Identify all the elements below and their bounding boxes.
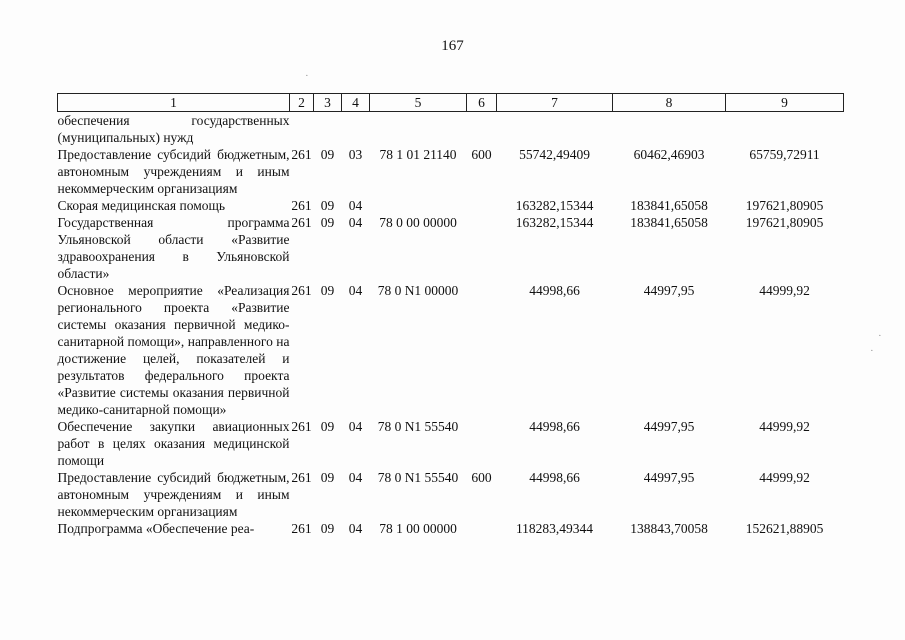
header-cell: 1 — [58, 94, 290, 112]
cell-col4: 04 — [348, 470, 363, 485]
cell-col6: 600 — [471, 147, 492, 162]
cell-col2: 261 — [291, 521, 312, 536]
cell-col3: 09 — [320, 198, 335, 213]
row-name: Обеспечение закупки авиационных работ в целях оказания медицинской помощи — [57, 419, 290, 468]
scan-speck: · — [870, 345, 874, 357]
table-row — [58, 282, 844, 418]
scan-speck: · — [305, 70, 309, 82]
header-cell: 2 — [290, 94, 314, 112]
cell-col6 — [467, 112, 497, 147]
cell-col2: 261 — [291, 283, 312, 298]
cell-col3: 09 — [320, 470, 335, 485]
cell-col9: 65759,72911 — [749, 147, 820, 162]
cell-col5 — [370, 112, 467, 147]
cell-col3: 09 — [320, 521, 335, 536]
cell-col3: 09 — [320, 283, 335, 298]
table-row — [58, 197, 844, 214]
cell-col2: 261 — [291, 470, 312, 485]
cell-col4: 04 — [348, 198, 363, 213]
cell-col3: 09 — [320, 419, 335, 434]
row-name: Скорая медицинская помощь — [57, 198, 226, 213]
row-name: Основное мероприятие «Реализация регионального проекта «Развитие системы оказания первичной медико-санитарной помощи», направленного на достижение целей, показателей и результатов федерального проекта «Развитие системы оказания первичной медико-санитарной помощи» — [57, 283, 290, 417]
cell-col8: 44997,95 — [643, 283, 695, 298]
header-cell: 9 — [726, 94, 844, 112]
cell-col5: 78 1 01 21140 — [379, 147, 457, 162]
cell-col5: 78 1 00 00000 — [379, 521, 457, 536]
cell-col4: 03 — [348, 147, 363, 162]
cell-col7: 163282,15344 — [515, 198, 594, 213]
cell-col9: 152621,88905 — [745, 521, 824, 536]
row-name: Предоставление субсидий бюджетным, автономным учреждениям и иным некоммерческим организациям — [57, 147, 290, 196]
cell-col7 — [497, 112, 613, 147]
cell-col7: 55742,49409 — [519, 147, 590, 162]
cell-col8: 44997,95 — [643, 419, 695, 434]
cell-col7: 44998,66 — [529, 470, 580, 485]
cell-col8: 183841,65058 — [630, 215, 708, 230]
table-row — [58, 112, 844, 147]
cell-col6: 600 — [471, 470, 492, 485]
cell-col5: 78 0 N1 55540 — [377, 419, 459, 434]
cell-col6 — [467, 418, 497, 469]
cell-col9: 44999,92 — [759, 419, 810, 434]
header-cell: 3 — [314, 94, 342, 112]
row-name: Государственная программа Ульяновской области «Развитие здравоохранения в Ульяновской области» — [57, 215, 290, 281]
cell-col2: 261 — [291, 147, 312, 162]
scan-speck: · — [878, 330, 882, 342]
cell-col2: 261 — [291, 215, 312, 230]
cell-col2: 261 — [291, 419, 312, 434]
cell-col2: 261 — [291, 198, 312, 213]
cell-col6 — [467, 197, 497, 214]
cell-col6 — [467, 282, 497, 418]
cell-col4: 04 — [348, 215, 363, 230]
table-row — [58, 214, 844, 282]
row-name: обеспечения государственных (муниципальных) нужд — [57, 113, 290, 145]
cell-col4: 04 — [348, 283, 363, 298]
cell-col7: 118283,49344 — [515, 521, 594, 536]
cell-col8: 138843,70058 — [630, 521, 708, 536]
cell-col9: 44999,92 — [759, 470, 810, 485]
cell-col9: 197621,80905 — [745, 215, 824, 230]
cell-col8: 60462,46903 — [633, 147, 705, 162]
cell-col6 — [467, 520, 497, 537]
header-row — [58, 94, 844, 112]
cell-col8: 183841,65058 — [630, 198, 708, 213]
cell-col3 — [314, 112, 342, 147]
cell-col8: 44997,95 — [643, 470, 695, 485]
cell-col9 — [726, 112, 844, 147]
cell-col7: 44998,66 — [529, 283, 580, 298]
table-row — [58, 146, 844, 197]
header-cell: 4 — [342, 94, 370, 112]
cell-col5: 78 0 N1 55540 — [377, 470, 459, 485]
cell-col5 — [370, 197, 467, 214]
cell-col6 — [467, 214, 497, 282]
cell-col3: 09 — [320, 215, 335, 230]
budget-table — [57, 93, 844, 537]
cell-col3: 09 — [320, 147, 335, 162]
cell-col2 — [290, 112, 314, 147]
row-name: Предоставление субсидий бюджетным, автономным учреждениям и иным некоммерческим организациям — [57, 470, 290, 519]
cell-col9: 197621,80905 — [745, 198, 824, 213]
header-cell: 6 — [467, 94, 497, 112]
header-cell: 7 — [497, 94, 613, 112]
cell-col4: 04 — [348, 419, 363, 434]
cell-col5: 78 0 00 00000 — [379, 215, 457, 230]
page-number: 167 — [441, 38, 464, 54]
cell-col7: 44998,66 — [529, 419, 580, 434]
cell-col4 — [342, 112, 370, 147]
header-cell: 5 — [370, 94, 467, 112]
table-row — [58, 418, 844, 469]
row-name: Подпрограмма «Обеспечение реа- — [57, 521, 255, 536]
header-cell: 8 — [613, 94, 726, 112]
cell-col9: 44999,92 — [759, 283, 810, 298]
cell-col5: 78 0 N1 00000 — [377, 283, 459, 298]
table-row — [58, 520, 844, 537]
cell-col8 — [613, 112, 726, 147]
table-row — [58, 469, 844, 520]
cell-col7: 163282,15344 — [515, 215, 594, 230]
cell-col4: 04 — [348, 521, 363, 536]
